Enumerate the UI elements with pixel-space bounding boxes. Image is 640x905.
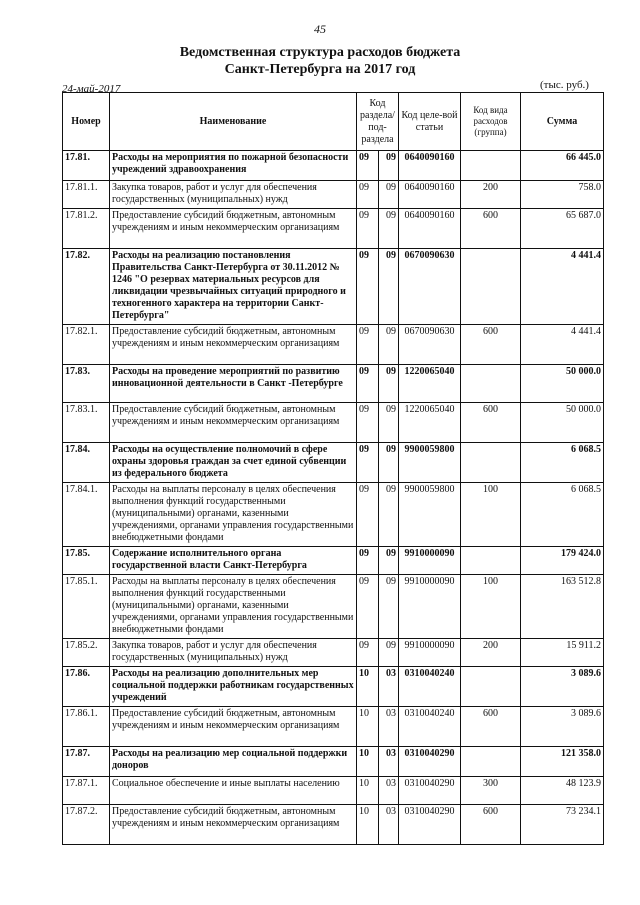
row-name: Расходы на реализацию постановления Правительства Санкт-Петербурга от 30.11.2012 № 1246 "О резервах материальных ресурсов для ликвидации чрезвычайных ситуаций природного и техногенного характера на территории Санкт-Петербурга" <box>110 249 357 325</box>
row-subsection-code: 03 <box>379 805 399 845</box>
row-number: 17.87. <box>63 747 110 777</box>
row-target-code: 9910000090 <box>399 547 461 575</box>
row-name: Предоставление субсидий бюджетным, автономным учреждениям и иным некоммерческим организациям <box>110 325 357 365</box>
row-target-code: 1220065040 <box>399 365 461 403</box>
row-name: Предоставление субсидий бюджетным, автономным учреждениям и иным некоммерческим организациям <box>110 403 357 443</box>
row-expense-type <box>461 667 521 707</box>
header-name: Наименование <box>110 93 357 151</box>
row-sum: 65 687.0 <box>521 209 604 249</box>
row-sum: 15 911.2 <box>521 639 604 667</box>
row-subsection-code: 09 <box>379 575 399 639</box>
row-target-code: 0640090160 <box>399 209 461 249</box>
row-subsection-code: 09 <box>379 181 399 209</box>
row-sum: 4 441.4 <box>521 249 604 325</box>
table-header-row <box>63 93 604 151</box>
header-section-code: Код раздела/ под-раздела <box>357 93 399 151</box>
row-expense-type <box>461 443 521 483</box>
row-number: 17.82.1. <box>63 325 110 365</box>
row-expense-type: 600 <box>461 209 521 249</box>
row-target-code: 0670090630 <box>399 249 461 325</box>
header-expense-type: Код вида расходов (группа) <box>461 93 521 151</box>
page-number: 45 <box>314 22 326 36</box>
row-expense-type <box>461 547 521 575</box>
row-expense-type <box>461 365 521 403</box>
table-row <box>63 639 604 667</box>
row-number: 17.85. <box>63 547 110 575</box>
row-sum: 758.0 <box>521 181 604 209</box>
table-row <box>63 707 604 747</box>
row-sum: 6 068.5 <box>521 443 604 483</box>
row-subsection-code: 09 <box>379 209 399 249</box>
table-row <box>63 483 604 547</box>
row-subsection-code: 03 <box>379 777 399 805</box>
row-sum: 3 089.6 <box>521 667 604 707</box>
row-target-code: 0310040290 <box>399 805 461 845</box>
table-row <box>63 403 604 443</box>
row-name: Расходы на выплаты персоналу в целях обеспечения выполнения функций государственными (муниципальными) органами, казенными учреждениями, органами управления государственными внебюджетными фондами <box>110 575 357 639</box>
row-section-code: 10 <box>357 667 379 707</box>
row-sum: 73 234.1 <box>521 805 604 845</box>
row-name: Расходы на реализацию мер социальной поддержки доноров <box>110 747 357 777</box>
row-number: 17.84.1. <box>63 483 110 547</box>
row-subsection-code: 09 <box>379 365 399 403</box>
table-row <box>63 249 604 325</box>
row-section-code: 09 <box>357 365 379 403</box>
row-section-code: 10 <box>357 777 379 805</box>
header-number: Номер <box>63 93 110 151</box>
row-number: 17.81.1. <box>63 181 110 209</box>
table-row <box>63 151 604 181</box>
row-section-code: 10 <box>357 747 379 777</box>
row-target-code: 9910000090 <box>399 575 461 639</box>
title-line-1: Ведомственная структура расходов бюджета <box>179 45 461 60</box>
row-name: Расходы на осуществление полномочий в сфере охраны здоровья граждан за счет единой субвенции из федерального бюджета <box>110 443 357 483</box>
row-target-code: 0310040290 <box>399 777 461 805</box>
header-sum: Сумма <box>521 93 604 151</box>
table-row <box>63 325 604 365</box>
row-section-code: 09 <box>357 181 379 209</box>
table-row <box>63 365 604 403</box>
row-number: 17.86. <box>63 667 110 707</box>
table-row <box>63 181 604 209</box>
row-sum: 4 441.4 <box>521 325 604 365</box>
table-row <box>63 547 604 575</box>
row-expense-type: 200 <box>461 639 521 667</box>
row-number: 17.87.1. <box>63 777 110 805</box>
row-section-code: 10 <box>357 805 379 845</box>
row-name: Расходы на выплаты персоналу в целях обеспечения выполнения функций государственными (муниципальными) органами, казенными учреждениями, органами управления государственными внебюджетными фондами <box>110 483 357 547</box>
row-expense-type <box>461 151 521 181</box>
row-expense-type: 600 <box>461 805 521 845</box>
row-number: 17.86.1. <box>63 707 110 747</box>
row-expense-type: 600 <box>461 325 521 365</box>
row-name: Предоставление субсидий бюджетным, автономным учреждениям и иным некоммерческим организациям <box>110 805 357 845</box>
row-number: 17.83. <box>63 365 110 403</box>
row-expense-type: 100 <box>461 483 521 547</box>
row-target-code: 0310040240 <box>399 707 461 747</box>
row-section-code: 09 <box>357 151 379 181</box>
row-target-code: 0310040240 <box>399 667 461 707</box>
row-section-code: 09 <box>357 403 379 443</box>
row-number: 17.85.2. <box>63 639 110 667</box>
row-name: Предоставление субсидий бюджетным, автономным учреждениям и иным некоммерческим организациям <box>110 209 357 249</box>
row-subsection-code: 03 <box>379 707 399 747</box>
row-subsection-code: 03 <box>379 747 399 777</box>
row-expense-type: 100 <box>461 575 521 639</box>
row-expense-type: 600 <box>461 707 521 747</box>
table-row <box>63 575 604 639</box>
row-number: 17.83.1. <box>63 403 110 443</box>
row-section-code: 09 <box>357 575 379 639</box>
row-expense-type: 600 <box>461 403 521 443</box>
row-name: Расходы на мероприятия по пожарной безопасности учреждений здравоохранения <box>110 151 357 181</box>
row-subsection-code: 09 <box>379 325 399 365</box>
document-title <box>0 44 640 78</box>
title-line-2: Санкт-Петербурга на 2017 год <box>224 62 416 77</box>
row-subsection-code: 09 <box>379 151 399 181</box>
budget-table <box>62 92 604 845</box>
row-target-code: 1220065040 <box>399 403 461 443</box>
row-target-code: 0310040290 <box>399 747 461 777</box>
row-subsection-code: 09 <box>379 443 399 483</box>
row-subsection-code: 09 <box>379 483 399 547</box>
row-expense-type: 300 <box>461 777 521 805</box>
table-row <box>63 805 604 845</box>
row-name: Социальное обеспечение и иные выплаты населению <box>110 777 357 805</box>
table-row <box>63 777 604 805</box>
row-sum: 6 068.5 <box>521 483 604 547</box>
units-label: (тыс. руб.) <box>540 79 589 91</box>
row-number: 17.81. <box>63 151 110 181</box>
row-number: 17.82. <box>63 249 110 325</box>
row-name: Содержание исполнительного органа государственной власти Санкт-Петербурга <box>110 547 357 575</box>
row-sum: 179 424.0 <box>521 547 604 575</box>
row-target-code: 9900059800 <box>399 483 461 547</box>
row-number: 17.81.2. <box>63 209 110 249</box>
row-sum: 66 445.0 <box>521 151 604 181</box>
row-number: 17.87.2. <box>63 805 110 845</box>
row-subsection-code: 09 <box>379 403 399 443</box>
row-subsection-code: 09 <box>379 639 399 667</box>
row-subsection-code: 09 <box>379 547 399 575</box>
row-sum: 50 000.0 <box>521 403 604 443</box>
row-section-code: 09 <box>357 325 379 365</box>
row-subsection-code: 09 <box>379 249 399 325</box>
row-name: Закупка товаров, работ и услуг для обеспечения государственных (муниципальных) нужд <box>110 181 357 209</box>
row-section-code: 09 <box>357 639 379 667</box>
row-target-code: 0670090630 <box>399 325 461 365</box>
row-number: 17.84. <box>63 443 110 483</box>
table-row <box>63 443 604 483</box>
row-section-code: 09 <box>357 249 379 325</box>
table-row <box>63 667 604 707</box>
row-target-code: 9910000090 <box>399 639 461 667</box>
row-sum: 48 123.9 <box>521 777 604 805</box>
row-section-code: 09 <box>357 443 379 483</box>
row-name: Расходы на проведение мероприятий по развитию инновационной деятельности в Санкт -Петербурге <box>110 365 357 403</box>
row-sum: 163 512.8 <box>521 575 604 639</box>
row-target-code: 0640090160 <box>399 151 461 181</box>
header-target-code: Код целе-вой статьи <box>399 93 461 151</box>
table-row <box>63 209 604 249</box>
document-date: 24-май-2017 <box>62 83 121 95</box>
row-expense-type <box>461 747 521 777</box>
row-section-code: 10 <box>357 707 379 747</box>
table-row <box>63 747 604 777</box>
row-name: Расходы на реализацию дополнительных мер социальной поддержки работникам государственных учреждений <box>110 667 357 707</box>
row-target-code: 0640090160 <box>399 181 461 209</box>
row-sum: 121 358.0 <box>521 747 604 777</box>
row-sum: 50 000.0 <box>521 365 604 403</box>
row-name: Предоставление субсидий бюджетным, автономным учреждениям и иным некоммерческим организациям <box>110 707 357 747</box>
row-number: 17.85.1. <box>63 575 110 639</box>
row-sum: 3 089.6 <box>521 707 604 747</box>
table-body <box>63 151 604 845</box>
row-expense-type <box>461 249 521 325</box>
row-subsection-code: 03 <box>379 667 399 707</box>
row-target-code: 9900059800 <box>399 443 461 483</box>
row-section-code: 09 <box>357 483 379 547</box>
row-name: Закупка товаров, работ и услуг для обеспечения государственных (муниципальных) нужд <box>110 639 357 667</box>
row-expense-type: 200 <box>461 181 521 209</box>
row-section-code: 09 <box>357 209 379 249</box>
row-section-code: 09 <box>357 547 379 575</box>
